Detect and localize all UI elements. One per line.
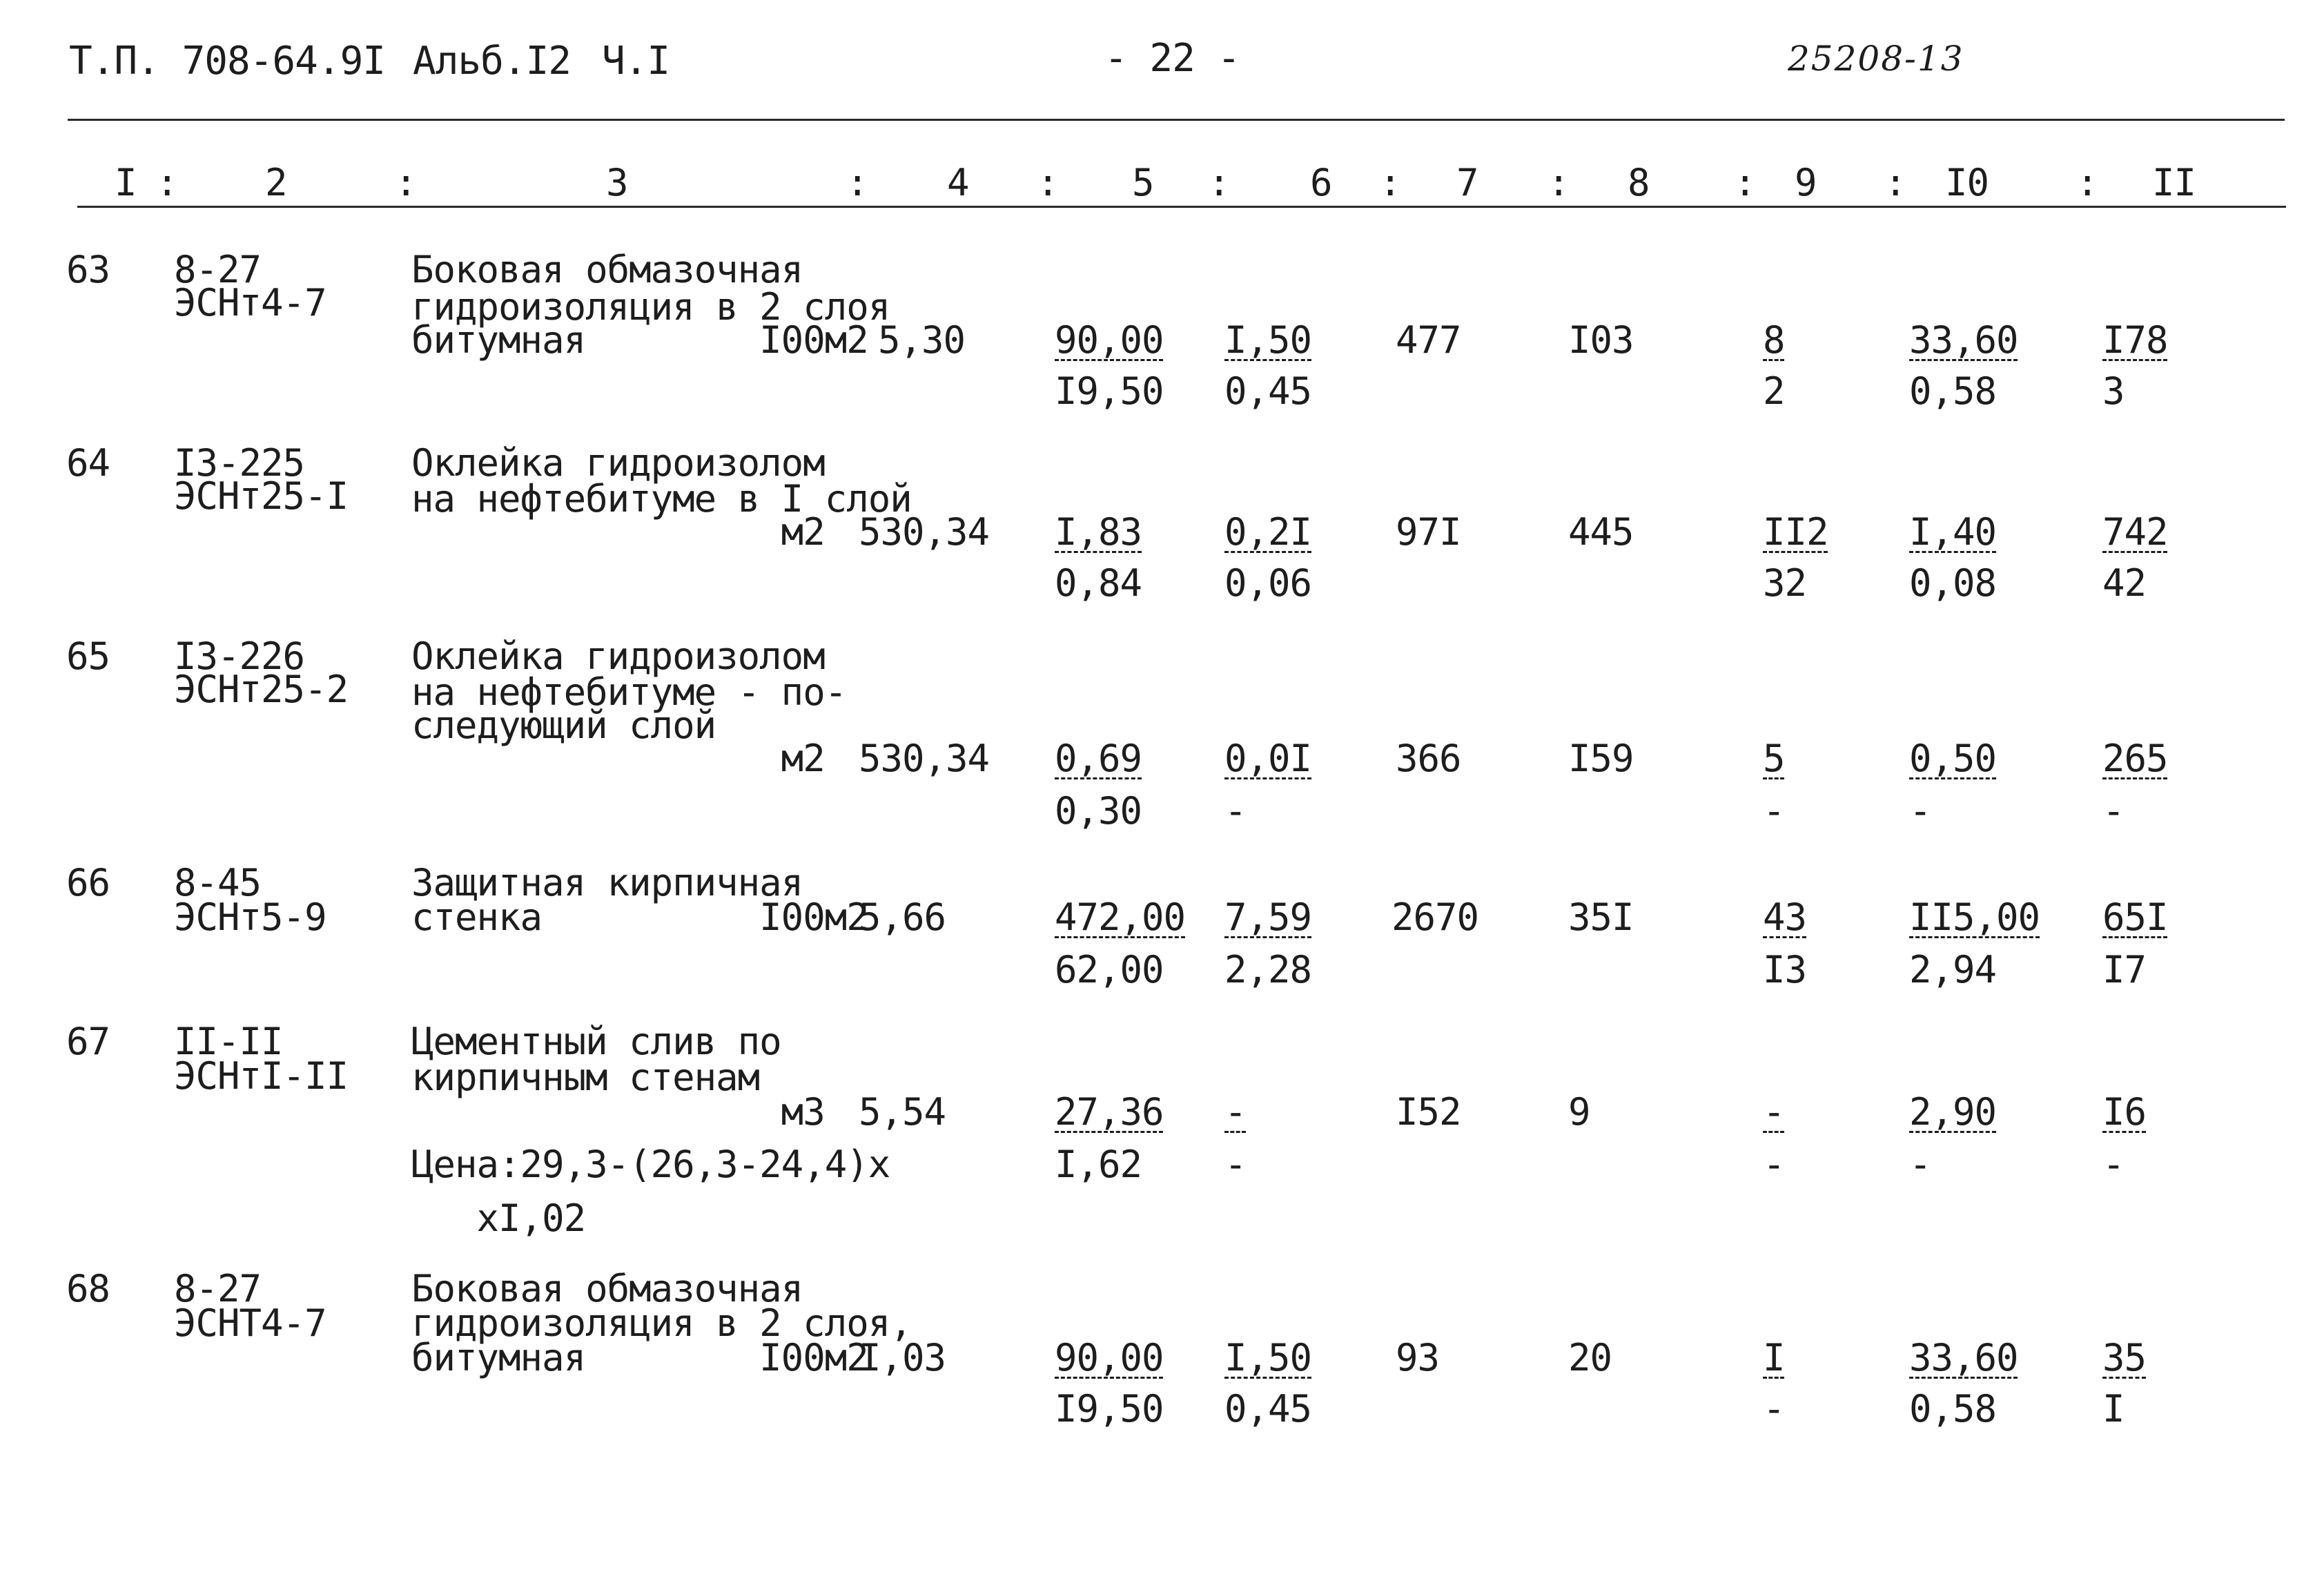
- norm-code-sub: ЭСНТ4-7: [174, 1301, 326, 1345]
- col6-bottom: -: [1224, 789, 1247, 833]
- col9-top: -: [1763, 1090, 1785, 1134]
- work-description-line: битумная I00м2: [411, 1336, 868, 1379]
- col5-top: 0,69: [1055, 737, 1142, 780]
- col9-top: 5: [1763, 737, 1785, 780]
- col11-bottom: 42: [2102, 561, 2147, 605]
- col5-bottom: I9,50: [1055, 369, 1164, 413]
- norm-code-sub: ЭСНт5-9: [174, 895, 326, 939]
- col-header-3: 3: [606, 161, 628, 204]
- col5-bottom: I,62: [1055, 1143, 1142, 1186]
- col10-top: II5,00: [1909, 895, 2040, 939]
- quantity: 5,54: [859, 1090, 946, 1134]
- col6-top: 7,59: [1224, 895, 1312, 939]
- album-number: Альб.I2: [413, 39, 572, 84]
- col7-value: 366: [1396, 737, 1461, 780]
- norm-code-sub: ЭСНт25-I: [174, 474, 349, 518]
- col9-bottom: I3: [1763, 948, 1807, 991]
- col-header-9: 9: [1795, 161, 1817, 204]
- col8-value: I59: [1568, 737, 1634, 780]
- col5-top: I,83: [1055, 510, 1142, 554]
- col-sep: :: [1734, 161, 1756, 204]
- col7-value: 93: [1396, 1336, 1440, 1379]
- col9-bottom: 32: [1763, 561, 1807, 605]
- col10-bottom: 0,58: [1909, 1387, 1997, 1431]
- col6-bottom: 2,28: [1224, 948, 1312, 991]
- col11-top: 65I: [2102, 895, 2168, 939]
- work-description-line: Оклейка гидроизолом: [411, 441, 825, 485]
- norm-code: 8-27: [174, 248, 262, 291]
- quantity: 5,66: [859, 895, 946, 939]
- work-description-line: м2: [411, 510, 825, 554]
- col5-top: 90,00: [1055, 318, 1164, 362]
- handwritten-number: 25208-13: [1788, 39, 1964, 79]
- col8-value: 9: [1568, 1090, 1590, 1134]
- work-description-line: гидроизоляция в 2 слоя,: [411, 1301, 912, 1345]
- row-number: 66: [66, 861, 110, 904]
- work-description-line: следующий слой: [411, 704, 716, 747]
- work-description-line: стенка I00м2: [411, 895, 868, 939]
- norm-code-sub: ЭСНт4-7: [174, 281, 326, 324]
- col6-top: I,50: [1224, 1336, 1312, 1379]
- col-sep: :: [846, 161, 868, 204]
- price-note-line: Цена:29,3-(26,3-24,4)x: [411, 1143, 890, 1186]
- col6-top: 0,0I: [1224, 737, 1312, 780]
- col-sep: :: [1037, 161, 1059, 204]
- norm-code-sub: ЭСНт25-2: [174, 668, 349, 711]
- col10-bottom: 2,94: [1909, 948, 1997, 991]
- col-sep: :: [1208, 161, 1230, 204]
- col-header-6: 6: [1310, 161, 1332, 204]
- col11-bottom: I7: [2102, 948, 2147, 991]
- work-description-line: м2: [411, 737, 825, 780]
- page-number: - 22 -: [1104, 36, 1240, 81]
- col9-bottom: -: [1763, 1143, 1785, 1186]
- col7-value: 477: [1396, 318, 1461, 362]
- col5-bottom: 0,84: [1055, 561, 1142, 605]
- col-header-1: I: [115, 161, 137, 204]
- col10-top: 33,60: [1909, 1336, 2018, 1379]
- col9-bottom: -: [1763, 789, 1785, 833]
- col-header-7: 7: [1456, 161, 1478, 204]
- quantity: 5,30: [878, 318, 966, 362]
- col6-bottom: 0,45: [1224, 369, 1312, 413]
- col6-bottom: -: [1224, 1143, 1247, 1186]
- work-description-line: Боковая обмазочная: [411, 248, 803, 291]
- col6-bottom: 0,45: [1224, 1387, 1312, 1431]
- norm-code: II-II: [174, 1020, 283, 1063]
- row-number: 63: [66, 248, 110, 291]
- work-description-line: Боковая обмазочная: [411, 1267, 803, 1310]
- col10-top: I,40: [1909, 510, 1997, 554]
- quantity: I,03: [859, 1336, 946, 1379]
- col7-value: 97I: [1396, 510, 1461, 554]
- col11-bottom: 3: [2102, 369, 2125, 413]
- row-number: 64: [66, 441, 110, 485]
- col-sep: :: [1884, 161, 1906, 204]
- col11-top: I6: [2102, 1090, 2147, 1134]
- col6-bottom: 0,06: [1224, 561, 1312, 605]
- col11-bottom: -: [2102, 1143, 2125, 1186]
- col10-top: 33,60: [1909, 318, 2018, 362]
- col9-top: I: [1763, 1336, 1785, 1379]
- norm-code: I3-225: [174, 441, 305, 485]
- norm-code: 8-45: [174, 861, 262, 904]
- col6-top: I,50: [1224, 318, 1312, 362]
- col5-top: 27,36: [1055, 1090, 1164, 1134]
- col8-value: 20: [1568, 1336, 1612, 1379]
- col5-bottom: 62,00: [1055, 948, 1164, 991]
- col5-top: 472,00: [1055, 895, 1186, 939]
- col11-top: 742: [2102, 510, 2168, 554]
- col7-value: I52: [1396, 1090, 1461, 1134]
- col-header-5: 5: [1132, 161, 1154, 204]
- col6-top: 0,2I: [1224, 510, 1312, 554]
- norm-code: 8-27: [174, 1267, 262, 1310]
- row-number: 67: [66, 1020, 110, 1063]
- norm-code-sub: ЭСНтI-II: [174, 1054, 349, 1098]
- col10-bottom: -: [1909, 1143, 1931, 1186]
- row-number: 68: [66, 1267, 110, 1310]
- col-header-10: I0: [1945, 161, 1989, 204]
- col9-top: 8: [1763, 318, 1785, 362]
- work-description-line: Оклейка гидроизолом: [411, 634, 825, 678]
- col9-top: II2: [1763, 510, 1828, 554]
- work-description-line: кирпичным стенам: [411, 1056, 760, 1099]
- col11-top: I78: [2102, 318, 2168, 362]
- work-description-line: гидроизоляция в 2 слоя: [411, 285, 890, 329]
- col-header-4: 4: [947, 161, 969, 204]
- col-header-11: II: [2152, 161, 2196, 204]
- col5-bottom: 0,30: [1055, 789, 1142, 833]
- col11-bottom: I: [2102, 1387, 2125, 1431]
- part-number: Ч.I: [602, 39, 670, 84]
- col6-top: -: [1224, 1090, 1247, 1134]
- price-note-line: xI,02: [411, 1196, 586, 1240]
- col-sep: :: [2076, 161, 2098, 204]
- row-number: 65: [66, 634, 110, 678]
- col-sep: :: [156, 161, 178, 204]
- col-header-2: 2: [265, 161, 287, 204]
- col9-top: 43: [1763, 895, 1807, 939]
- col8-value: 35I: [1568, 895, 1634, 939]
- col10-bottom: 0,08: [1909, 561, 1997, 605]
- col9-bottom: 2: [1763, 369, 1785, 413]
- col11-top: 265: [2102, 737, 2168, 780]
- col10-top: 2,90: [1909, 1090, 1997, 1134]
- quantity: 530,34: [859, 737, 990, 780]
- quantity: 530,34: [859, 510, 990, 554]
- work-description-line: битумная I00м2: [411, 318, 868, 362]
- norm-code: I3-226: [174, 634, 305, 678]
- header-top-rule: [68, 119, 2285, 121]
- col-sep: :: [1547, 161, 1570, 204]
- work-description-line: Защитная кирпичная: [411, 861, 803, 904]
- work-description-line: на нефтебитуме в I слой: [411, 477, 912, 521]
- col5-bottom: I9,50: [1055, 1387, 1164, 1431]
- work-description-line: Цементный слив по: [411, 1020, 781, 1063]
- col10-bottom: -: [1909, 789, 1931, 833]
- col8-value: 445: [1568, 510, 1634, 554]
- col-header-8: 8: [1628, 161, 1650, 204]
- col11-top: 35: [2102, 1336, 2147, 1379]
- col8-value: I03: [1568, 318, 1634, 362]
- header-bottom-rule: [77, 206, 2286, 208]
- col-sep: :: [1379, 161, 1401, 204]
- doc-reference: Т.П. 708-64.9I: [69, 39, 386, 84]
- work-description-line: м3: [411, 1090, 825, 1134]
- col10-bottom: 0,58: [1909, 369, 1997, 413]
- work-description-line: на нефтебитуме - по-: [411, 670, 847, 714]
- col7-value: 2670: [1392, 895, 1479, 939]
- col11-bottom: -: [2102, 789, 2125, 833]
- col10-top: 0,50: [1909, 737, 1997, 780]
- col9-bottom: -: [1763, 1387, 1785, 1431]
- col5-top: 90,00: [1055, 1336, 1164, 1379]
- col-sep: :: [395, 161, 417, 204]
